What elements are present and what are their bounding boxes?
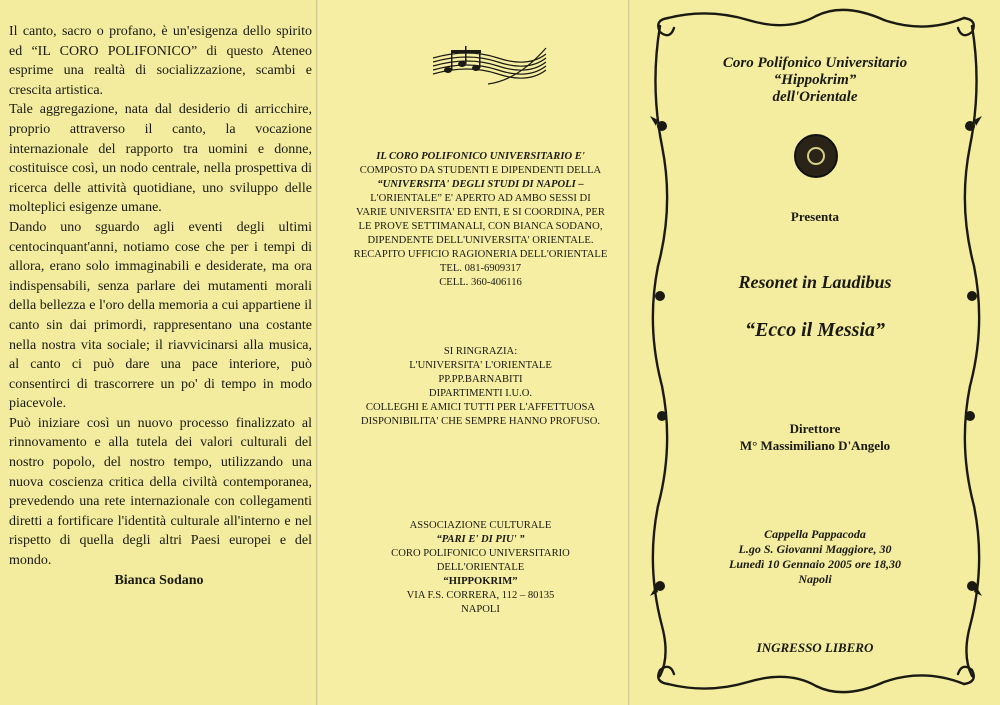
address-line: ASSOCIAZIONE CULTURALE	[409, 520, 552, 531]
info-line: “UNIVERSITA' DEGLI STUDI DI NAPOLI –	[377, 179, 584, 190]
org-line: dell'Orientale	[772, 89, 858, 105]
venue-line: Napoli	[798, 572, 832, 586]
venue-line: Cappella Pappacoda	[764, 527, 866, 541]
paragraph: Il canto, sacro o profano, è un'esigenza dello spirito ed “IL CORO POLIFONICO” di questo Ateneo esprime una realtà di socializzazione, scambi e crescita artistica.	[9, 24, 312, 98]
address-line: CORO POLIFONICO UNIVERSITARIO	[391, 548, 570, 559]
address-line: NAPOLI	[461, 604, 500, 615]
ornamental-border-icon	[648, 6, 984, 696]
concert-title: Resonet in Laudibus	[738, 272, 892, 292]
music-notes-icon	[428, 40, 548, 90]
thanks-line: COLLEGHI E AMICI TUTTI PER L'AFFETTUOSA	[365, 402, 596, 413]
org-line: “Hippokrim”	[773, 72, 857, 88]
org-line: Coro Polifonico Universitario	[722, 55, 908, 71]
thanks-line: DIPARTIMENTI I.U.O.	[428, 388, 533, 399]
presents-label: Presenta	[790, 209, 840, 224]
choir-info	[338, 150, 623, 290]
info-line: LE PROVE SETTIMANALI, CON BIANCA SODANO,	[358, 221, 603, 232]
address-line: “PARI E' DI PIU' ”	[436, 534, 525, 545]
thanks-line: DISPONIBILITA' CHE SEMPRE HANNO PROFUSO.	[360, 416, 601, 427]
concert-subtitle: “Ecco il Messia”	[745, 319, 885, 341]
venue-line: Lunedì 10 Gennaio 2005 ore 18,30	[728, 557, 901, 571]
intro-text	[9, 22, 312, 571]
director-label: Direttore	[789, 421, 841, 436]
paragraph: Tale aggregazione, nata dal desiderio di arricchire, proprio attraverso il canto, la vocazione internazionale del rapporto tra uomini e donne, costituisce così, un nodo centrale, nella prospettiva di ricerca delle attività quotidiane, uno sviluppo delle molteplici esigenze umane.	[9, 102, 312, 216]
signature: Bianca Sodano	[114, 573, 204, 588]
cell-number: CELL. 360-406116	[439, 277, 522, 288]
address-line: VIA F.S. CORRERA, 112 – 80135	[406, 590, 555, 601]
info-line: RECAPITO UFFICIO RAGIONERIA DELL'ORIENTALE	[353, 249, 608, 260]
info-line: IL CORO POLIFONICO UNIVERSITARIO E'	[376, 151, 585, 162]
address-line: DELL'ORIENTALE	[436, 562, 525, 573]
fold-line-right	[628, 0, 631, 705]
info-line: DIPENDENTE DELL'UNIVERSITA' ORIENTALE.	[367, 235, 594, 246]
phone-number: TEL. 081-6909317	[439, 263, 522, 274]
info-line: VARIE UNIVERSITA' ED ENTI, E SI COORDINA, PER	[356, 207, 605, 218]
organization-name	[650, 55, 980, 106]
paragraph: Può iniziare così un nuovo processo finalizzato al rinnovamento e alla tutela dei valori culturali del nostro popolo, del nostro tempo, utilizzando una nuova coscienza critica della civiltà contemporanea, prevedendo una rete internazionale con collegamenti diretti a fortificare l'identità culturale all'interno e nel rispetto di quella degli altri Paesi europei e del mondo.	[9, 415, 312, 569]
venue-details	[650, 527, 980, 587]
association-address	[338, 519, 623, 617]
fold-line-left	[316, 0, 319, 705]
university-seal-icon	[794, 134, 838, 178]
free-entrance: INGRESSO LIBERO	[756, 640, 874, 655]
acknowledgements	[338, 345, 623, 429]
thanks-line: SI RINGRAZIA:	[443, 346, 518, 357]
thanks-line: L'UNIVERSITA' L'ORIENTALE	[409, 360, 552, 371]
info-line: COMPOSTO DA STUDENTI E DIPENDENTI DELLA	[359, 165, 602, 176]
paragraph: Dando uno sguardo agli eventi degli ultimi centocinquant'anni, notiamo cose che per i tempi di allora, erano solo immaginabili e desiderate, ma ora indispensabili, senza parlare dei mutamenti morali della bellezza e l'oro della memoria a cui appartiene il canto sin dai primordi, rappresentano una costante nella nostra vita sociale; il riavvicinarsi alla musica, al canto ci può dare una pace interiore, può consentirci di trascorrere un po' di tempo in modo piacevole.	[9, 219, 312, 412]
director	[650, 420, 980, 454]
info-line: L'ORIENTALE” E' APERTO AD AMBO SESSI DI	[370, 193, 591, 204]
address-line: “HIPPOKRIM”	[443, 576, 518, 587]
director-name: M° Massimiliano D'Angelo	[739, 438, 891, 453]
thanks-line: PP.PP.BARNABITI	[438, 374, 523, 385]
venue-line: L.go S. Giovanni Maggiore, 30	[738, 542, 892, 556]
